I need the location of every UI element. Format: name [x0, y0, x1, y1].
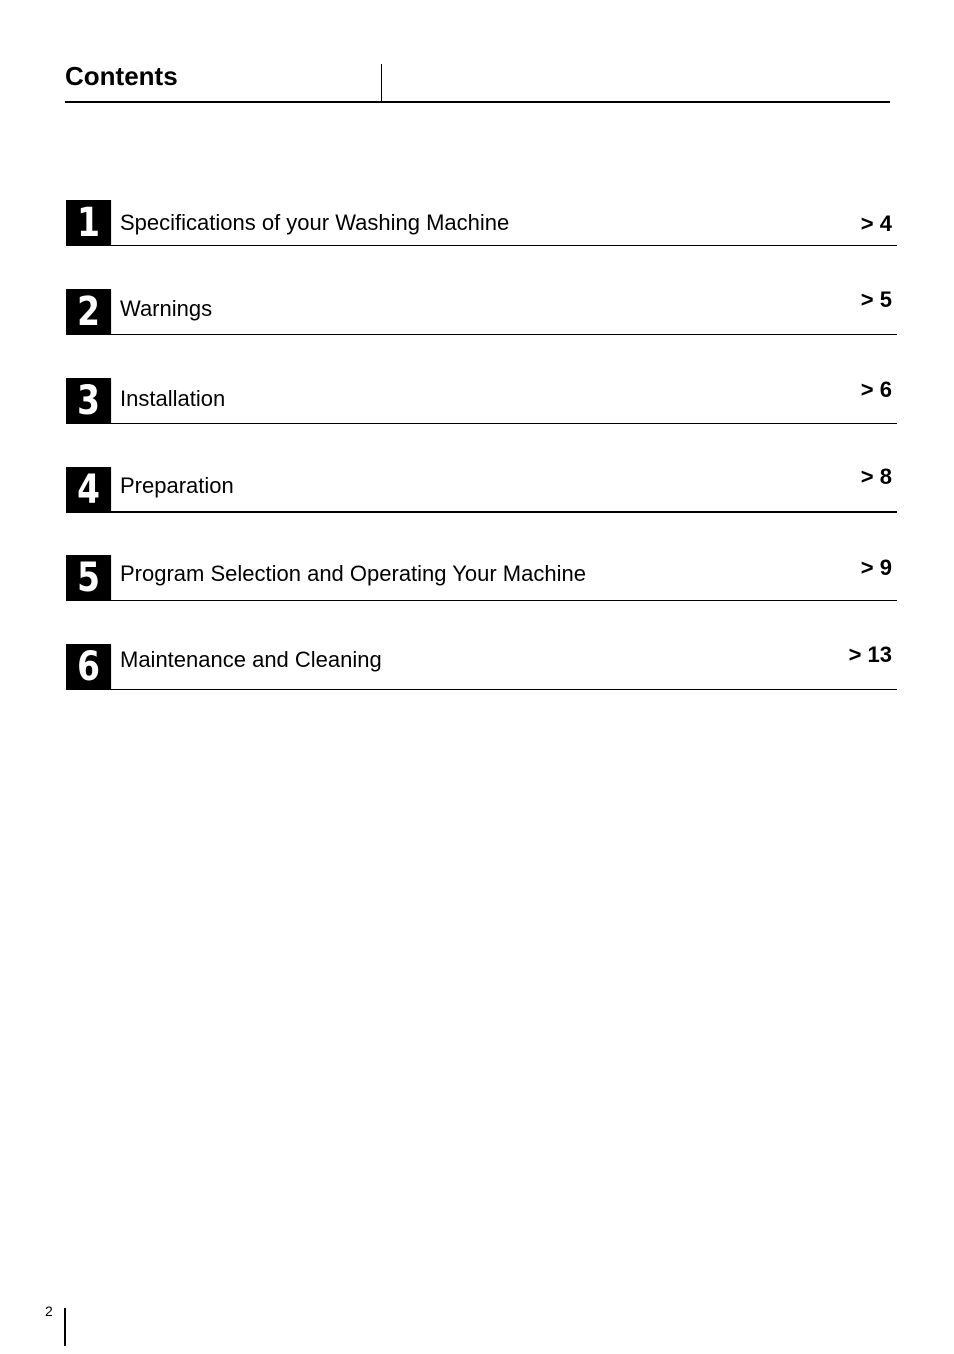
page-title: Contents: [65, 61, 178, 91]
toc-entry-page: > 5: [860, 287, 892, 312]
toc-entry-page: > 8: [860, 464, 892, 489]
toc-entry-label: Program Selection and Operating Your Machine: [120, 561, 586, 586]
section-number: 6: [66, 644, 111, 690]
toc-entry-rule: [111, 334, 897, 335]
toc-entry-page: > 6: [860, 377, 892, 402]
toc-entry-label: Specifications of your Washing Machine: [120, 210, 510, 235]
toc-entry-preparation[interactable]: [66, 464, 897, 513]
header-rule: [65, 101, 890, 103]
toc-entry-installation[interactable]: [66, 378, 897, 424]
section-number: 5: [66, 555, 111, 601]
toc-entry-warnings[interactable]: [66, 289, 897, 335]
toc-entry-specifications[interactable]: [66, 200, 897, 246]
section-number: 3: [66, 378, 111, 424]
footer-bar: [64, 1308, 66, 1346]
footer-page-number: 2: [45, 1303, 53, 1319]
toc-entry-rule: [111, 245, 897, 246]
toc-entry-rule: [111, 600, 897, 601]
toc-entry-label: Warnings: [120, 296, 213, 321]
toc-entry-rule: [111, 689, 897, 690]
toc-entry-label: Installation: [120, 386, 226, 411]
toc-entry-maintenance[interactable]: [66, 644, 897, 690]
header-divider: [381, 64, 382, 101]
section-number: 1: [66, 200, 111, 246]
toc-entry-rule: [111, 511, 897, 513]
toc-entry-page: > 9: [860, 555, 892, 580]
section-number: 2: [66, 289, 111, 335]
toc-entry-program-selection[interactable]: [66, 555, 897, 601]
section-number: 4: [66, 467, 111, 513]
toc-entry-label: Maintenance and Cleaning: [120, 647, 382, 672]
toc-entry-page: > 13: [848, 642, 892, 667]
toc-entry-rule: [111, 423, 897, 424]
toc-entry-page: > 4: [860, 211, 892, 236]
toc-entry-label: Preparation: [120, 473, 234, 498]
